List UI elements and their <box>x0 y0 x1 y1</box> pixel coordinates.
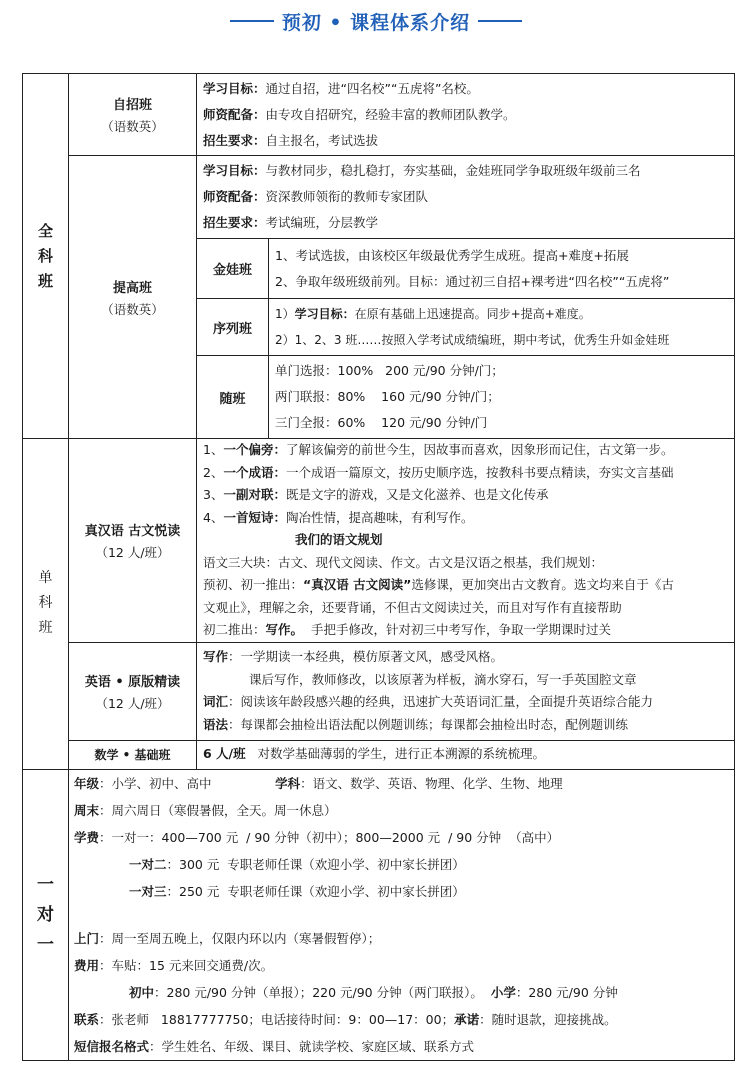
yiduiyi-grade: 年级：小学、初中、高中 学科：语文、数学、英语、物理、化学、生物、地理 <box>74 775 563 791</box>
zizhao-requirement: 招生要求：自主报名，考试选拔 <box>203 132 379 148</box>
page-header <box>0 6 752 36</box>
chinese-details <box>197 439 735 643</box>
tigao-class-name: 提高班 <box>112 280 152 296</box>
english-vocab: 词汇：阅读该年龄段感兴趣的经典，迅速扩大英语词汇量，全面提升英语综合能力 <box>203 694 654 709</box>
english-class-size: （12 人/班） <box>95 695 170 711</box>
suiban-line-1: 单门选报：100% 200 元/90 分钟/门； <box>275 363 504 378</box>
zizhao-teachers: 师资配备：由专攻自招研究，经验丰富的教师团队教学。 <box>203 106 516 122</box>
english-grammar: 语法：每课都会抽检出语法配以例题训练；每课都会抽检出时态，配例题训练 <box>203 716 629 732</box>
tigao-row <box>23 156 735 239</box>
math-line: 6 人/班 对数学基础薄弱的学生，进行正本溯源的系统梳理。 <box>203 746 546 762</box>
chinese-plan-line-2: 预初、初一推出：“真汉语 古文阅读”选修课，更加突出古文教育。选文均来自于《古 <box>203 577 674 592</box>
quanke-section-label: 全 科 班 <box>23 74 69 439</box>
page-title: 预初 • 课程体系介绍 <box>281 11 471 34</box>
tigao-details <box>197 156 735 239</box>
yiduiyi-cost: 费用：车贴：15 元来回交通费/次。 <box>74 957 274 973</box>
tigao-requirement: 招生要求：考试编班，分层教学 <box>203 215 379 230</box>
chinese-row <box>23 439 735 643</box>
math-class-name: 数学 • 基础班 <box>94 748 171 762</box>
xulie-line-2: 2）1、2、3 班……按照入学考试成绩编班，期中考试，优秀生升如金娃班 <box>275 333 670 347</box>
english-row <box>23 642 735 740</box>
yiduiyi-sms: 短信报名格式：学生姓名、年级、课目、就读学校、家庭区域、联系方式 <box>74 1038 475 1054</box>
suiban-line-2: 两门联报：80% 160 元/90 分钟/门； <box>275 389 500 404</box>
english-class-name: 英语 • 原版精读 <box>84 674 181 690</box>
yiduiyi-visit: 上门：周一至周五晚上，仅限内环以内（寒暑假暂停）； <box>74 930 381 946</box>
suiban-class-name: 随班 <box>197 356 269 439</box>
chinese-class-cell <box>69 439 197 643</box>
yiduiyi-fee-2: 一对二：300 元 专职老师任课（欢迎小学、初中家长拼团） <box>129 856 465 872</box>
suiban-details <box>269 356 735 439</box>
jinwa-line-1: 1、考试选拔，由该校区年级最优秀学生成班。提高+难度+拓展 <box>275 247 629 263</box>
math-row <box>23 740 735 769</box>
tigao-class-subjects: （语数英） <box>101 301 164 317</box>
chinese-plan-line-4: 初二推出：写作。 手把手修改，针对初三中考写作，争取一学期课时过关 <box>203 622 611 637</box>
yiduiyi-prices: 初中：280 元/90 分钟（单报）；220 元/90 分钟（两门联报）。 小学：280 元/90 分钟 <box>129 984 618 1000</box>
chinese-class-size: （12 人/班） <box>95 544 170 560</box>
course-table <box>22 73 735 1061</box>
zizhao-class-name: 自招班 <box>112 98 152 113</box>
yiduiyi-section-label: 一 对 一 <box>23 769 69 1060</box>
chinese-item-3: 3、一副对联：既是文字的游戏，又是文化滋养、也是文化传承 <box>203 487 549 502</box>
xulie-line-1: 1）学习目标：在原有基础上迅速提高。同步+提高+难度。 <box>275 307 591 321</box>
english-details <box>197 642 735 740</box>
yiduiyi-weekend: 周末：周六周日（寒假暑假，全天。周一休息） <box>74 802 337 818</box>
xulie-class-name: 序列班 <box>197 299 269 356</box>
tigao-class-cell <box>69 156 197 439</box>
yiduiyi-contact: 联系：张老师 18817777750；电话接待时间：9：00—17：00；承诺：随时退款，迎接挑战。 <box>74 1011 617 1027</box>
zizhao-class-cell <box>69 74 197 156</box>
chinese-class-name: 真汉语 古文悦读 <box>84 523 181 539</box>
zizhao-details <box>197 74 735 156</box>
math-class-cell <box>69 740 197 769</box>
zizhao-class-subjects: （语数英） <box>101 119 164 134</box>
chinese-plan-line-1: 语文三大块：古文、现代文阅读、作文。古文是汉语之根基，我们规划： <box>203 554 604 570</box>
yiduiyi-details <box>69 769 735 1060</box>
english-writing: 写作：一学期读一本经典，模仿原著文风，感受风格。 <box>203 649 504 664</box>
jinwa-line-2: 2、争取年级班级前列。目标：通过初三自招+裸考进“四名校”“五虎将” <box>275 273 670 289</box>
jinwa-details <box>269 239 735 299</box>
jinwa-class-name: 金娃班 <box>197 239 269 299</box>
zizhao-row <box>23 74 735 156</box>
english-class-cell <box>69 642 197 740</box>
chinese-item-2: 2、一个成语：一个成语一篇原文，按历史顺序选，按教科书要点精读，夯实文言基础 <box>203 464 674 480</box>
chinese-item-1: 1、一个偏旁：了解该偏旁的前世今生，因故事而喜欢，因象形而记住，古文第一步。 <box>203 442 674 457</box>
chinese-plan-line-3: 文观止》，理解之余，还要背诵，不但古文阅读过关，而且对写作有直接帮助 <box>203 599 622 615</box>
suiban-line-3: 三门全报：60% 120 元/90 分钟/门 <box>275 415 488 430</box>
zizhao-goal: 学习目标：通过自招，进“四名校”“五虎将”名校。 <box>203 80 479 96</box>
chinese-item-4: 4、一首短诗：陶冶性情，提高趣味，有利写作。 <box>203 509 474 525</box>
yiduiyi-fee-1: 学费：一对一：400—700 元 / 90 分钟（初中）；800—2000 元 / 90 分钟 （高中） <box>74 829 560 845</box>
english-writing-2: 课后写作，教师修改，以该原著为样板，滴水穿石，写一手英国腔文章 <box>249 671 637 687</box>
title-rule-left <box>230 20 274 22</box>
tigao-goal: 学习目标：与教材同步，稳扎稳打，夯实基础，金娃班同学争取班级年级前三名 <box>203 163 641 178</box>
xulie-details <box>269 299 735 356</box>
yiduiyi-row <box>23 769 735 1060</box>
title-rule-right <box>478 20 522 22</box>
math-details <box>197 740 735 769</box>
danke-section-label: 单 科 班 <box>23 439 69 770</box>
yiduiyi-fee-3: 一对三：250 元 专职老师任课（欢迎小学、初中家长拼团） <box>129 883 465 899</box>
tigao-teachers: 师资配备：资深教师领衔的教师专家团队 <box>203 189 429 204</box>
chinese-plan-title: 我们的语文规划 <box>295 532 383 547</box>
yiduiyi-spacer <box>69 905 734 925</box>
